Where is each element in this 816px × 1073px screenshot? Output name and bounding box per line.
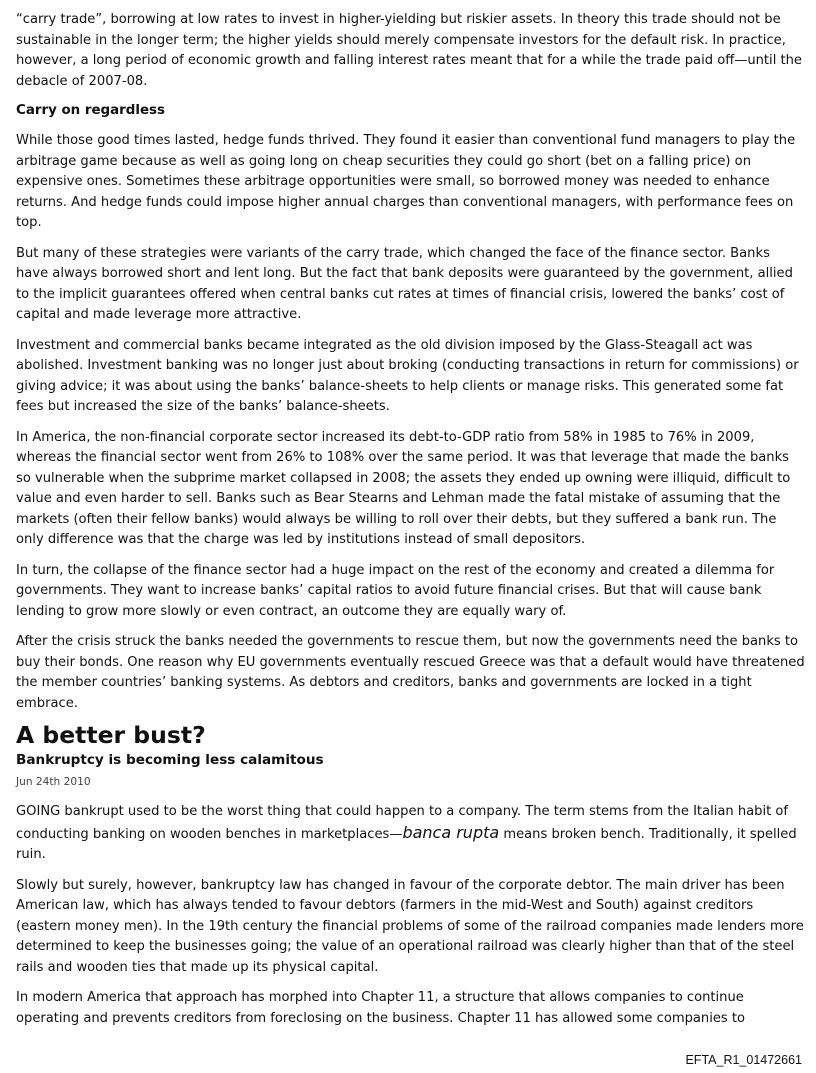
article-title: A better bust?: [16, 721, 206, 749]
body-paragraph: In turn, the collapse of the finance sector had a huge impact on the rest of the economy and created a dilemma for governments. They want to increase banks’ capital ratios to avoid future financial crises. But that will cause bank lending to grow more slowly or even contract, an outcome they are equally wary of.: [16, 562, 775, 619]
body-paragraph: In modern America that approach has morphed into Chapter 11, a structure that allows companies to continue operating and prevents creditors from foreclosing on the business. Chapter 11 has allowed some companies to: [16, 990, 746, 1026]
body-paragraph: Slowly but surely, however, bankruptcy law has changed in favour of the corporate debtor. The main driver has been American law, which has always tended to favour debtors (farmers in the mid-West and South) against creditors (eastern money men). In the 19th century the financial problems of some of the railroad companies made lenders more determined to keep the businesses going; the value of an operational railroad was clearly higher than that of the steel rails and wooden ties that made up its physical capital.: [16, 877, 804, 975]
body-paragraph: Investment and commercial banks became integrated as the old division imposed by the Glass-Steagall act was abolished. Investment banking was no longer just about broking (conducting transactions in return for commissions) or giving advice; it was about using the banks’ balance-sheets to help clients or manage risks. This generated some fat fees but increased the size of the banks’ balance-sheets.: [16, 337, 799, 414]
italic-term: banca rupta: [402, 822, 500, 842]
body-paragraph: While those good times lasted, hedge funds thrived. They found it easier than conventional fund managers to play the arbitrage game because as well as going long on cheap securities they could go short (bet on a falling price) on expensive ones. Sometimes these arbitrage opportunities were small, so borrowed money was needed to enhance returns. And hedge funds could impose higher annual charges than conventional managers, with performance fees on top.: [16, 133, 796, 230]
body-paragraph: In America, the non-financial corporate sector increased its debt-to-GDP ratio from 58% in 1985 to 76% in 2009, whereas the financial sector went from 26% to 108% over the same period. It was that leverage that made the banks so vulnerable when the subprime market collapsed in 2008; the assets they ended up owning were illiquid, difficult to value and even harder to sell. Banks such as Bear Stearns and Lehman made the fatal mistake of assuming that the markets (often their fellow banks) would always be willing to roll over their debts, but they suffered a bank run. The only difference was that the charge was led by institutions instead of small depositors.: [16, 429, 791, 547]
paragraph-text: GOING bankrupt used to be the worst thing that could happen to a company. The term stems from the Italian habit of conducting banking on wooden benches in marketplaces—: [16, 804, 789, 842]
document-id: EFTA_R1_01472661: [685, 1053, 802, 1067]
article-date: Jun 24th 2010: [16, 776, 91, 788]
document-body: [16, 10, 806, 1039]
body-paragraph: After the crisis struck the banks needed the governments to rescue them, but now the governments need the banks to buy their bonds. One reason why EU governments eventually rescued Greece was that a default would have threatened the member countries’ banking systems. As debtors and creditors, banks and governments are locked in a tight embrace.: [16, 634, 805, 711]
article-subtitle: Bankruptcy is becoming less calamitous: [16, 752, 324, 768]
paragraph-text: means broken bench. Traditionally, it spelled ruin.: [16, 826, 797, 862]
body-paragraph: But many of these strategies were variants of the carry trade, which changed the face of the finance sector. Banks have always borrowed short and lent long. But the fact that bank deposits were guaranteed by the government, allied to the implicit guarantees offered when central banks cut rates at times of financial crisis, lowered the banks’ cost of capital and made leverage more attractive.: [16, 245, 793, 322]
body-paragraph: [16, 802, 806, 866]
section-heading: Carry on regardless: [16, 103, 165, 118]
intro-paragraph: “carry trade”, borrowing at low rates to invest in higher-yielding but riskier assets. In theory this trade should not be sustainable in the longer term; the higher yields should merely compensate investors for the default risk. In practice, however, a long period of economic growth and falling interest rates meant that for a while the trade paid off—until the debacle of 2007-08.: [16, 12, 802, 89]
